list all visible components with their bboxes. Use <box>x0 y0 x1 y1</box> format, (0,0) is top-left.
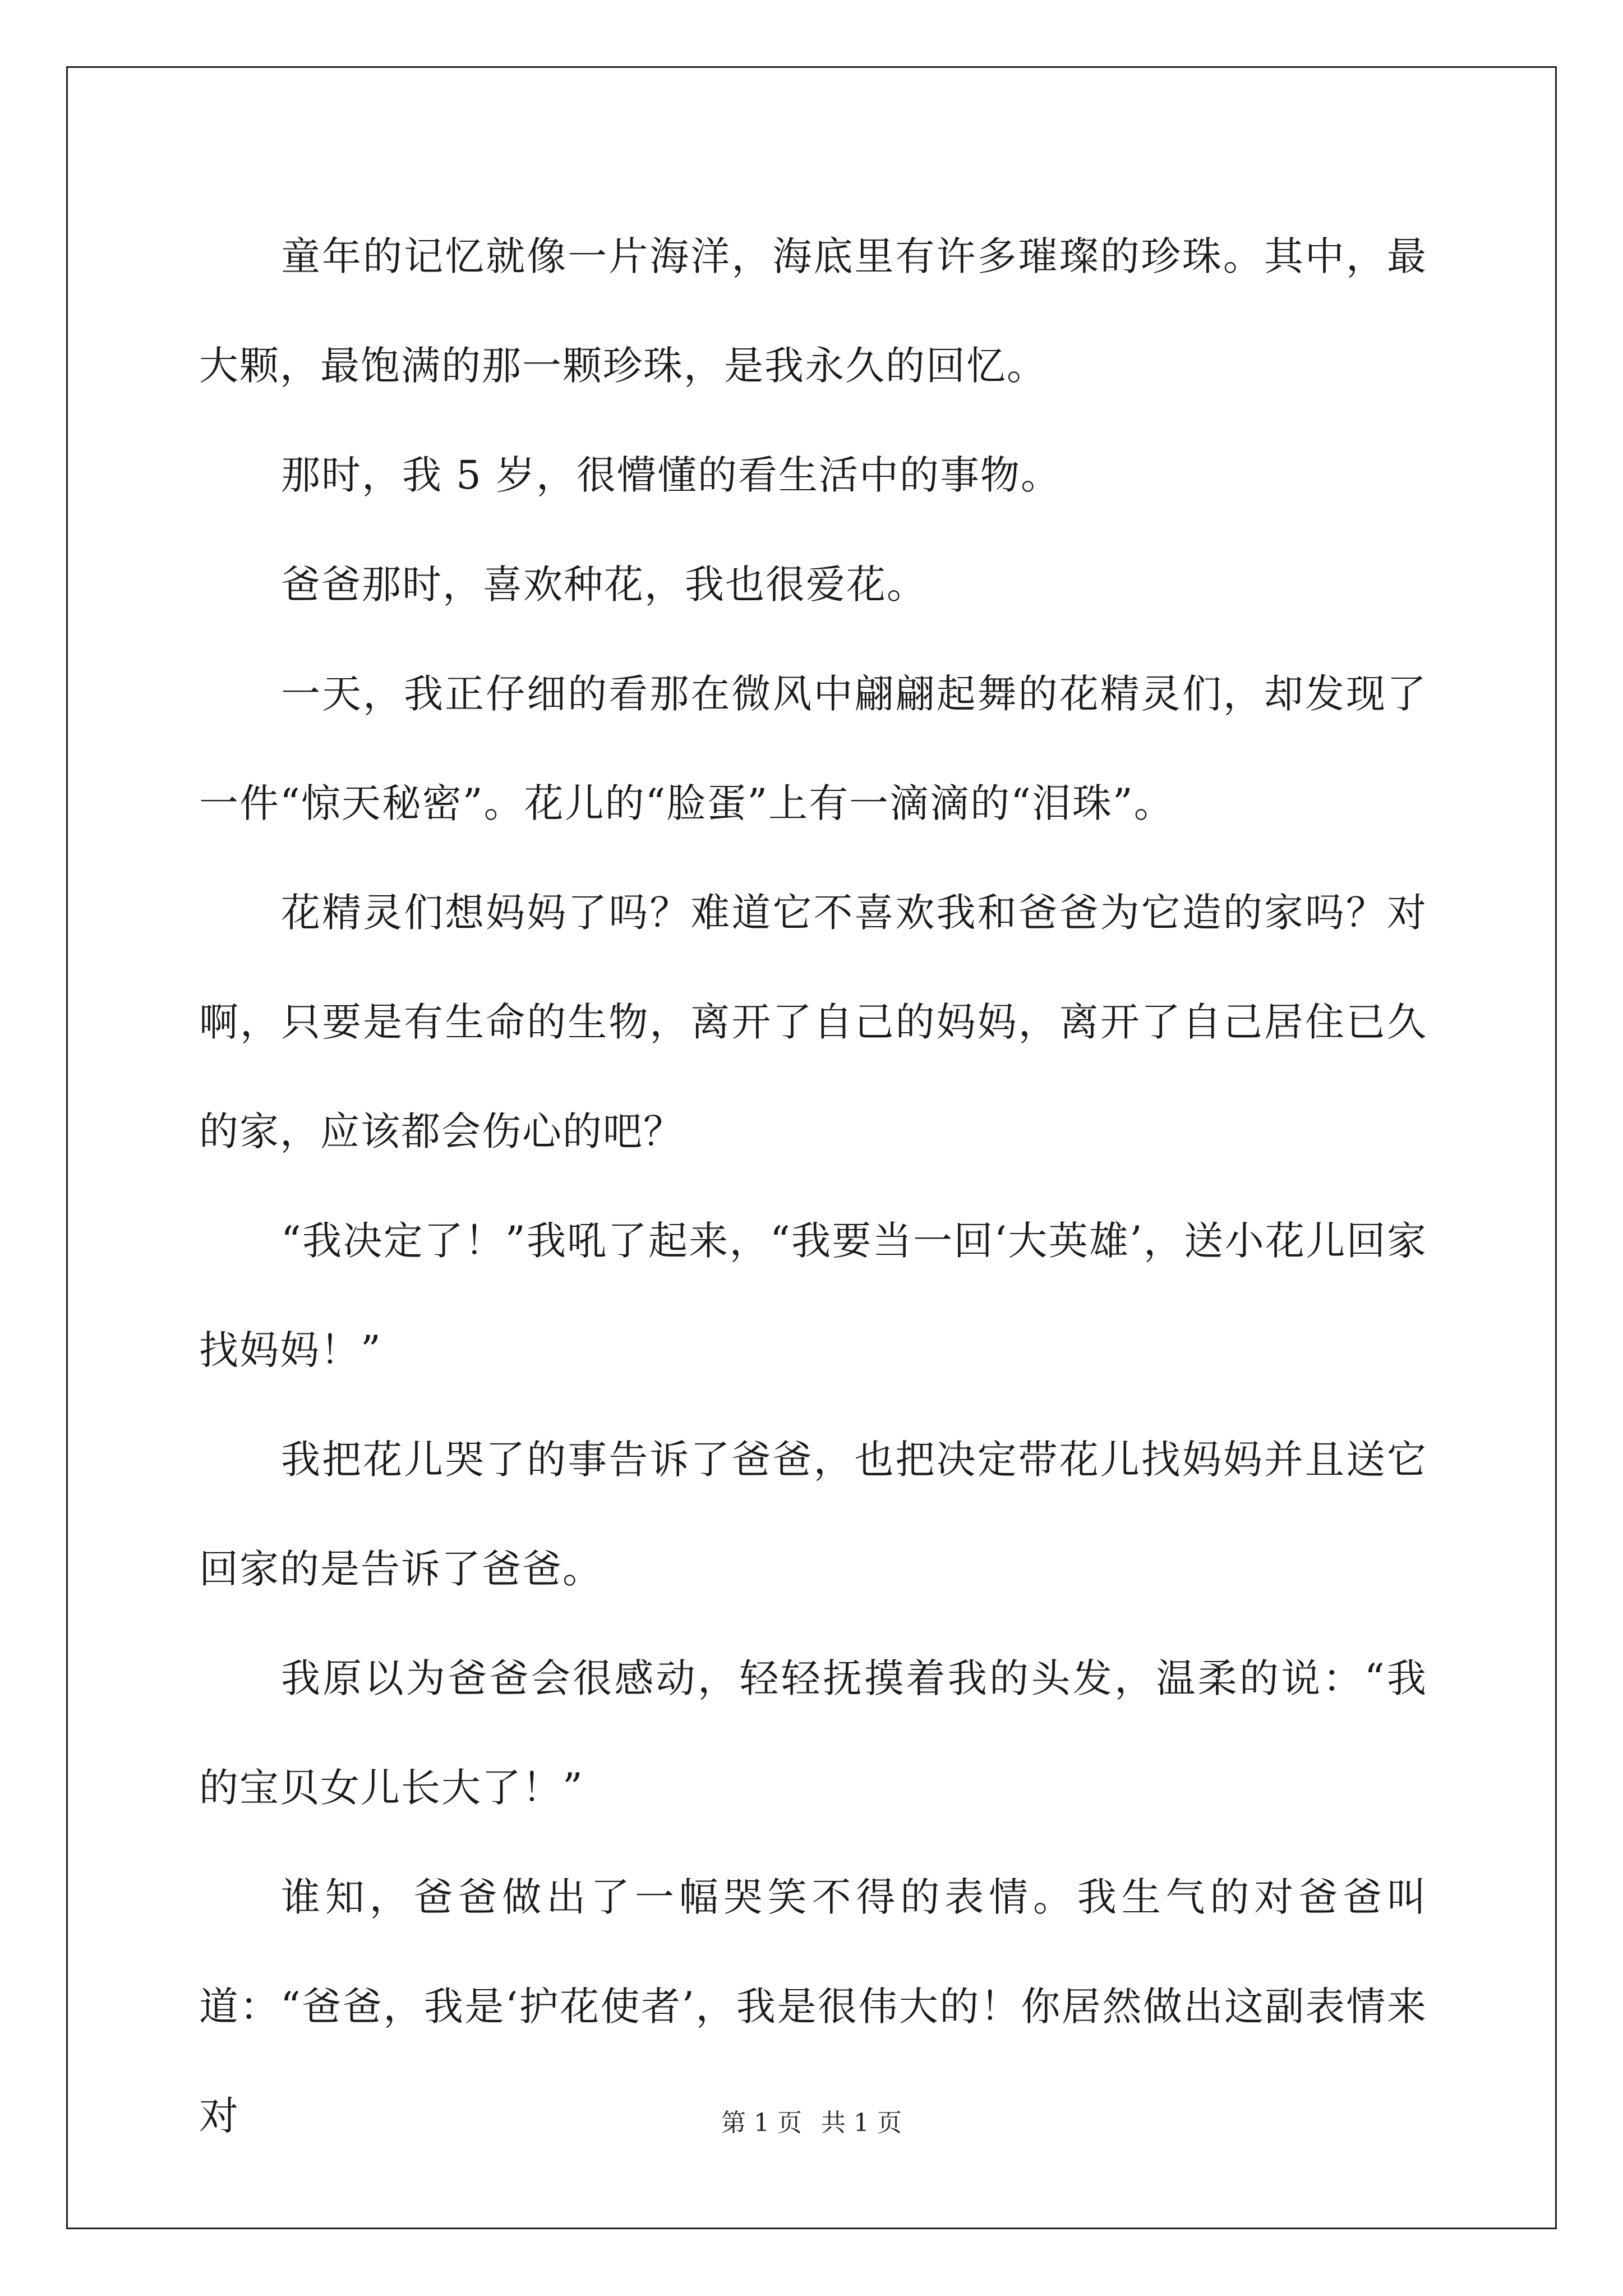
paragraph: “我决定了！”我吼了起来，“我要当一回‘大英雄’，送小花儿回家找妈妈！” <box>199 1218 1427 1373</box>
paragraph: 那时，我 5 岁，很懵懂的看生活中的事物。 <box>281 452 1062 498</box>
document-body <box>199 202 1427 2171</box>
page-total: 共 1 页 <box>821 2109 902 2137</box>
paragraph: 我原以为爸爸会很感动，轻轻抚摸着我的头发，温柔的说：“我的宝贝女儿长大了！” <box>199 1655 1427 1811</box>
paragraph: 爸爸那时，喜欢种花，我也很爱花。 <box>281 562 927 608</box>
page-footer <box>0 2106 1623 2140</box>
paragraph: 谁知，爸爸做出了一幅哭笑不得的表情。我生气的对爸爸叫道：“爸爸，我是‘护花使者’，我是很伟大的！你居然做出这副表情来对 <box>199 1874 1427 2139</box>
paragraph: 花精灵们想妈妈了吗？难道它不喜欢我和爸爸为它造的家吗？对啊，只要是有生命的生物，离开了自己的妈妈，离开了自己居住已久的家，应该都会伤心的吧？ <box>199 890 1427 1154</box>
page-number: 第 1 页 <box>721 2109 802 2137</box>
paragraph: 一天，我正仔细的看那在微风中翩翩起舞的花精灵们，却发现了一件“惊天秘密”。花儿的“脸蛋”上有一滴滴的“泪珠”。 <box>199 671 1427 826</box>
paragraph: 童年的记忆就像一片海洋，海底里有许多璀璨的珍珠。其中，最大颗，最饱满的那一颗珍珠，是我永久的回忆。 <box>199 233 1427 389</box>
paragraph: 我把花儿哭了的事告诉了爸爸，也把决定带花儿找妈妈并且送它回家的是告诉了爸爸。 <box>199 1437 1427 1592</box>
